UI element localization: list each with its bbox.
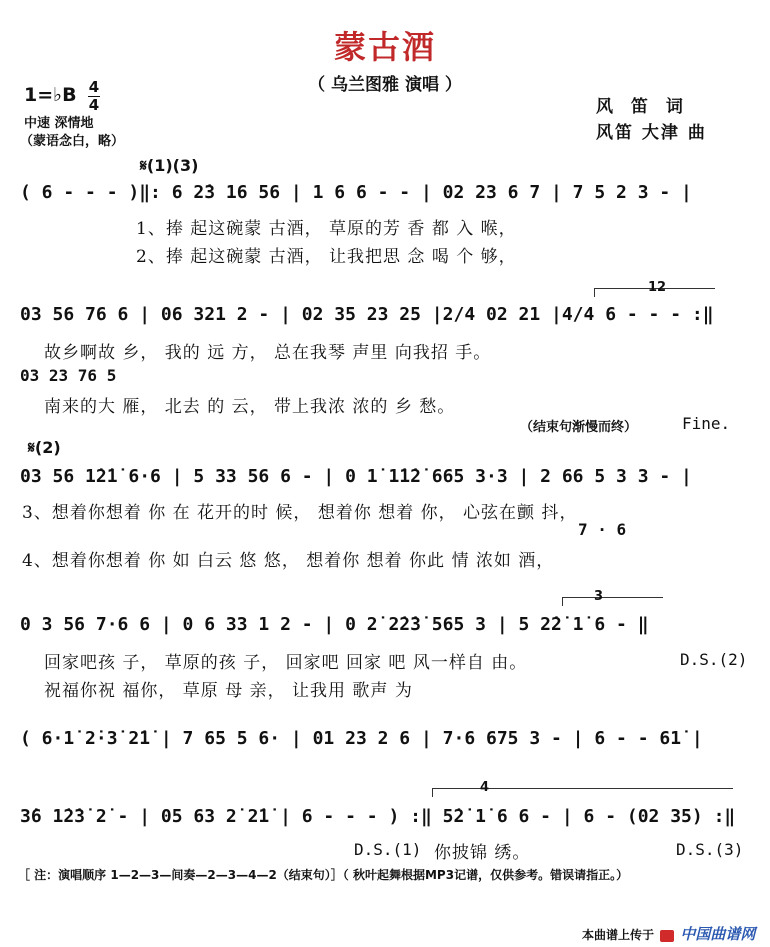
lyric-verse-3: 3、想着你想着 你 在 花开的时 候， 想着你 想着 你， 心弦在颤 抖，: [22, 503, 578, 523]
lyric-row-4a: 回家吧孩 子， 草原的孩 子， 回家吧 回家 吧 风一样自 由。: [44, 653, 528, 673]
notation-row-1: ( 6 - - - )‖: 6 2̇3 16 56 | 1 6 6 - - | 02 23 6 7 | 7 5 2 3 - |: [20, 182, 692, 203]
ds-3-mark: D.S.(3): [676, 840, 744, 859]
ritardando-note: （结束句渐慢而终）: [520, 420, 638, 435]
footer-note: ［ 注：演唱顺序 1—2—3—间奏—2—3—4—2（结束句）］（ 秋叶起舞根据MP3记谱，仅供参考。错误请指正。）: [18, 868, 629, 882]
volta-3-label: 3: [594, 589, 604, 604]
lyric-verse-4: 4、想着你想着 你 如 白云 悠 悠， 想着你 想着 你此 情 浓如 酒，: [22, 551, 555, 571]
lyric-verse-1: 1、捧 起这碗蒙 古酒， 草原的芳 香 都 入 喉，: [136, 219, 517, 239]
lyric-row-2b: 南来的大 雁， 北去 的 云， 带上我浓 浓的 乡 愁。: [44, 397, 456, 417]
mongolian-note: （蒙语念白，略）: [20, 134, 125, 149]
composer: 风笛 大津 曲: [596, 123, 707, 143]
lyric-verse-2: 2、捧 起这碗蒙 古酒， 让我把思 念 喝 个 够，: [136, 247, 517, 267]
time-signature: [88, 80, 100, 113]
segno-2: 𝄋(2): [28, 438, 61, 457]
notation-row-2: 03 56 76 6 | 06 321 2 - | 02 35 23 25 |2/4 02 21 |4/4 6 - - - :‖: [20, 304, 714, 325]
site-logo-text[interactable]: 中国曲谱网: [680, 925, 756, 943]
volta-bracket-3: [562, 597, 663, 606]
notation-row-4: 0 3 56 7·6 6 | 0 6 33 1 2 - | 0 2̇ 2̇2̇3̇ 565 3 | 5 2̇2̇ 1̇ 6 - ‖: [20, 614, 649, 635]
notation-alt-7-6: 7 · 6: [578, 520, 627, 539]
volta-bracket-4: [432, 788, 733, 797]
lyricist: 风 笛 词: [596, 97, 689, 117]
ds-2-mark: D.S.(2): [680, 650, 748, 669]
subtitle: （ 乌兰图雅 演唱 ）: [308, 75, 462, 95]
volta-12-label: 12: [648, 280, 667, 295]
notation-row-3: 03 56 1̇2̇1̇ 6·6 | 5 33 56 6 - | 0 1̇ 1̇1̇2̇ 665 3·3 | 2 66 5 3 3 - |: [20, 466, 692, 487]
upload-credit: [582, 923, 755, 944]
notation-row-5: ( 6·1̇ 2̇·3̇ 2̇1̇ | 7 65 5 6· | 01 23 2 6 | 7·6 675 3 - | 6 - - 61̇ |: [20, 728, 703, 749]
site-logo-icon: [660, 930, 674, 942]
page-title: 蒙古酒: [333, 28, 436, 66]
volta-4-label: 4: [480, 780, 490, 795]
fine-mark: Fine.: [682, 414, 731, 433]
lyric-row-2a: 故乡啊故 乡， 我的 远 方， 总在我琴 声里 向我招 手。: [44, 343, 492, 363]
tempo-marking: 中速 深情地: [24, 116, 94, 131]
notation-row-2-alt: 03 23 76 5: [20, 366, 117, 385]
ds-1-mark: D.S.(1): [354, 840, 422, 859]
meter-bottom: 4: [88, 96, 100, 114]
key-signature: 1=♭B: [24, 84, 77, 106]
upload-text: 本曲谱上传于: [582, 928, 655, 942]
lyric-row-4b: 祝福你祝 福你， 草原 母 亲， 让我用 歌声 为: [44, 681, 413, 701]
lyric-ending: 你披锦 绣。: [434, 843, 531, 863]
notation-row-6: 3̇6 1̇2̇3̇ 2̇ - | 05 63 2̇ 2̇1̇ | 6 - - - ) :‖ 5̇2̇ 1̇ 6 6 - | 6 - (02 35) :‖: [20, 806, 736, 827]
segno-1-3: 𝄋(1)(3): [140, 156, 199, 175]
meter-top: 4: [88, 78, 100, 96]
